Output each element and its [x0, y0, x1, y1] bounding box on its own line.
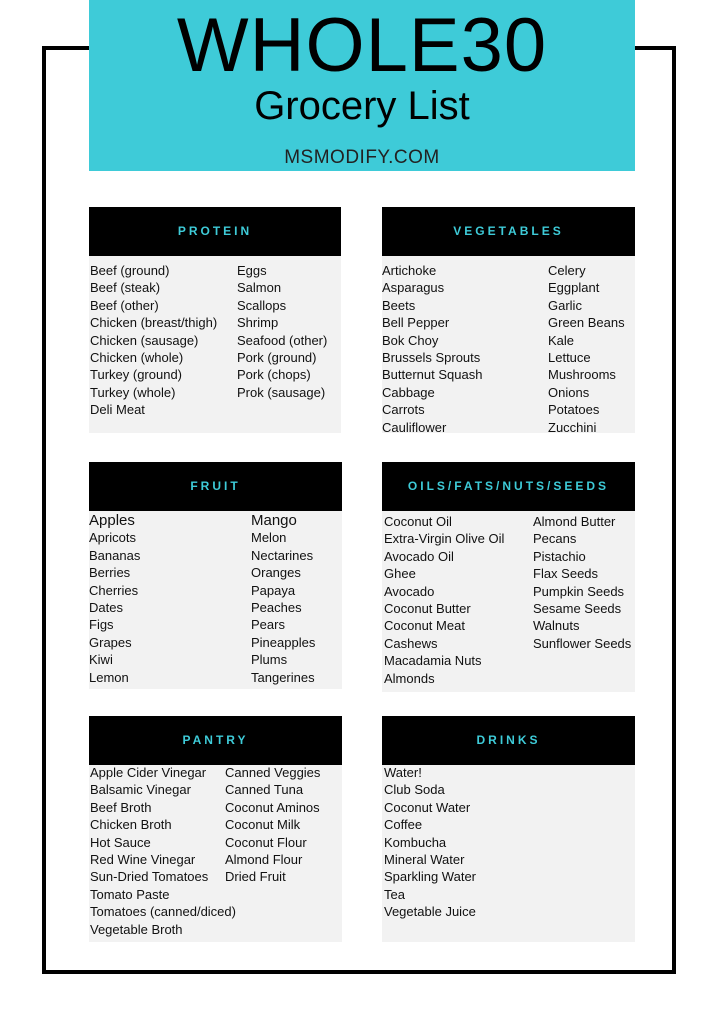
list-item: Canned Tuna [225, 782, 304, 798]
list-item: Turkey (whole) [90, 384, 176, 400]
list-item: Potatoes [548, 402, 600, 418]
list-item: Cauliflower [382, 419, 447, 435]
list-item: Celery [548, 263, 586, 278]
list-item: Pork (chops) [237, 367, 311, 383]
list-item: Coconut Milk [225, 817, 301, 833]
list-item: Vegetable Juice [384, 904, 476, 920]
list-item: Pork (ground) [237, 349, 317, 365]
list-item: Water! [384, 765, 422, 780]
list-item: Coffee [384, 817, 423, 833]
section-header: OILS/FATS/NUTS/SEEDS [382, 462, 635, 511]
site-url: MSMODIFY.COM [284, 147, 440, 168]
list-item: Coconut Water [384, 799, 471, 815]
list-item: Balsamic Vinegar [90, 782, 191, 798]
list-item: Coconut Meat [384, 618, 465, 634]
section-header: DRINKS [382, 716, 635, 765]
item-column-right [533, 513, 631, 652]
list-item: Sunflower Seeds [533, 635, 632, 651]
list-item: Kale [548, 332, 575, 348]
list-item: Vegetable Broth [90, 921, 183, 937]
list-item: Coconut Aminos [225, 799, 320, 815]
list-item: Beef Broth [90, 799, 152, 815]
list-item: Plums [251, 652, 288, 668]
list-item: Cashews [384, 635, 438, 651]
list-item: Pears [251, 617, 285, 633]
list-item: Eggplant [548, 280, 600, 296]
title-banner [89, 0, 635, 171]
list-item: Garlic [548, 297, 582, 313]
list-item: Peaches [251, 599, 302, 615]
list-item: Bananas [89, 547, 141, 563]
item-column-left [90, 764, 236, 938]
page-title: WHOLE30 [176, 3, 548, 88]
list-item: Apples [89, 512, 135, 529]
list-item: Dates [89, 599, 123, 615]
list-item: Oranges [251, 565, 301, 581]
list-item: Flax Seeds [533, 566, 599, 582]
item-column-right [251, 512, 315, 686]
section-protein [89, 207, 341, 433]
list-item: Hot Sauce [90, 834, 151, 850]
list-item: Chicken Broth [90, 817, 172, 833]
list-item: Coconut Flour [225, 834, 307, 850]
list-item: Turkey (ground) [90, 367, 182, 383]
list-item: Melon [251, 530, 287, 546]
section-fruit [89, 462, 342, 689]
list-item: Pistachio [533, 548, 586, 564]
list-item: Almonds [384, 670, 435, 686]
section-header: VEGETABLES [382, 207, 635, 256]
list-item: Prok (sausage) [237, 384, 326, 400]
list-item: Scallops [237, 297, 287, 313]
list-item: Avocado [384, 583, 435, 599]
list-item: Coconut Butter [384, 600, 471, 616]
list-item: Bell Pepper [382, 315, 450, 331]
list-item: Sun-Dried Tomatoes [90, 869, 209, 885]
list-item: Shrimp [237, 315, 279, 331]
list-item: Tangerines [251, 669, 315, 685]
list-item: Red Wine Vinegar [90, 851, 196, 867]
list-item: Bok Choy [382, 332, 439, 348]
list-item: Sesame Seeds [533, 600, 622, 616]
list-item: Almond Flour [225, 851, 303, 867]
list-item: Lemon [89, 669, 129, 685]
list-item: Beef (ground) [90, 263, 170, 278]
list-item: Tea [384, 886, 405, 902]
list-item: Nectarines [251, 547, 314, 563]
list-item: Asparagus [382, 280, 445, 296]
list-item: Green Beans [548, 315, 625, 331]
page-subtitle: Grocery List [254, 84, 470, 128]
item-column-right [225, 764, 320, 886]
list-item: Tomato Paste [90, 886, 170, 902]
item-column-left [90, 262, 217, 419]
list-item: Macadamia Nuts [384, 653, 482, 669]
list-item: Pecans [533, 531, 577, 547]
list-item: Papaya [251, 582, 296, 598]
section-oils-fats-nuts-seeds [382, 462, 635, 692]
list-item: Deli Meat [90, 402, 145, 418]
list-item: Zucchini [548, 419, 597, 435]
list-item: Extra-Virgin Olive Oil [384, 531, 505, 547]
section-vegetables [382, 207, 635, 433]
list-item: Salmon [237, 280, 282, 296]
list-item: Canned Veggies [225, 765, 321, 780]
list-item: Seafood (other) [237, 332, 328, 348]
list-item: Butternut Squash [382, 367, 483, 383]
section-pantry [89, 716, 342, 942]
list-item: Coconut Oil [384, 514, 452, 529]
list-item: Apricots [89, 530, 136, 546]
list-item: Almond Butter [533, 514, 616, 529]
list-item: Mushrooms [548, 367, 616, 383]
list-item: Kombucha [384, 834, 447, 850]
list-item: Tomatoes (canned/diced) [90, 904, 236, 920]
list-item: Dried Fruit [225, 869, 286, 885]
list-item: Kiwi [89, 652, 113, 668]
list-item: Eggs [237, 263, 267, 278]
list-item: Carrots [382, 402, 425, 418]
list-item: Ghee [384, 566, 416, 582]
list-item: Grapes [89, 634, 132, 650]
list-item: Beef (steak) [90, 280, 161, 296]
item-column-right [237, 262, 327, 401]
list-item: Lettuce [548, 349, 591, 365]
list-item: Onions [548, 384, 590, 400]
item-column-left [382, 262, 482, 436]
section-header: FRUIT [89, 462, 342, 511]
list-item: Beets [382, 297, 416, 313]
list-item: Berries [89, 565, 131, 581]
list-item: Pumpkin Seeds [533, 583, 625, 599]
list-item: Pineapples [251, 634, 316, 650]
item-column-left [384, 513, 504, 687]
list-item: Sparkling Water [384, 869, 476, 885]
list-item: Avocado Oil [384, 548, 454, 564]
list-item: Club Soda [384, 782, 445, 798]
section-header: PROTEIN [89, 207, 341, 256]
section-header: PANTRY [89, 716, 342, 765]
list-item: Brussels Sprouts [382, 349, 481, 365]
list-item: Chicken (breast/thigh) [90, 315, 218, 331]
list-item: Figs [89, 617, 114, 633]
list-item: Cherries [89, 582, 139, 598]
list-item: Apple Cider Vinegar [90, 765, 207, 780]
list-item: Cabbage [382, 384, 435, 400]
item-column-right [548, 262, 625, 436]
item-column-left [384, 764, 476, 921]
list-item: Beef (other) [90, 297, 159, 313]
list-item: Chicken (sausage) [90, 332, 199, 348]
list-item: Mango [251, 512, 297, 529]
list-item: Chicken (whole) [90, 349, 184, 365]
list-item: Walnuts [533, 618, 580, 634]
item-column-left [89, 512, 140, 686]
list-item: Mineral Water [384, 851, 465, 867]
list-item: Artichoke [382, 263, 437, 278]
section-drinks [382, 716, 635, 942]
